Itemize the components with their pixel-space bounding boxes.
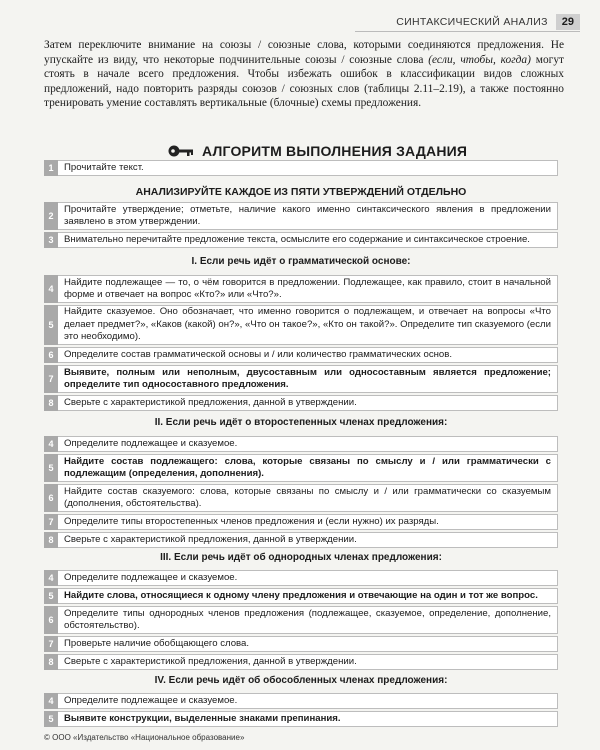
footer-copyright: © ООО «Издательство «Национальное образование» (44, 733, 245, 742)
step-number: 3 (44, 232, 58, 248)
step-text: Сверьте с характеристикой предложения, данной в утверждении. (58, 654, 558, 670)
step-number: 6 (44, 347, 58, 363)
section-heading: III. Если речь идёт об однородных членах предложения: (160, 552, 442, 563)
step-row (44, 160, 558, 176)
step-text: Прочитайте утверждение; отметьте, наличие какого именно синтаксического явления в предложении заявлено в этом утверждении. (58, 202, 558, 230)
step-text: Определите типы второстепенных членов предложения и (если нужно) их разряды. (58, 514, 558, 530)
section-heading: IV. Если речь идёт об обособленных членах предложения: (154, 675, 448, 686)
intro-text-2: могут стоять в начале всего предложения. Чтобы избежать ошибок в классификации видов сложных предложений, надо повторить разряды союзов / союзных слов (таблицы 2.11–2.19), а также постоянно тренировать умение составлять вертикальные (блочные) схемы предложения. (44, 53, 564, 110)
step-row (44, 484, 558, 512)
intro-paragraph (44, 38, 564, 111)
step-text: Прочитайте текст. (58, 160, 558, 176)
step-row (44, 532, 558, 548)
step-number: 8 (44, 532, 58, 548)
step-number: 8 (44, 395, 58, 411)
step-row (44, 232, 558, 248)
step-row (44, 693, 558, 709)
step-row (44, 365, 558, 393)
step-text: Внимательно перечитайте предложение текста, осмыслите его содержание и синтаксическое строение. (58, 232, 558, 248)
page-number: 29 (556, 14, 580, 30)
step-row (44, 305, 558, 345)
step-number: 4 (44, 570, 58, 586)
step-text: Определите подлежащее и сказуемое. (58, 570, 558, 586)
step-row (44, 347, 558, 363)
step-row (44, 202, 558, 230)
step-text: Выявите конструкции, выделенные знаками препинания. (58, 711, 558, 727)
step-text: Найдите слова, относящиеся к одному члену предложения и отвечающие на один и тот же вопрос. (58, 588, 558, 604)
key-icon (168, 143, 194, 159)
step-text: Определите типы однородных членов предложения (подлежащее, сказуемое, определение, дополнение, обстоятельство). (58, 606, 558, 634)
algorithm-heading (168, 143, 467, 159)
step-text: Определите подлежащее и сказуемое. (58, 693, 558, 709)
step-text: Определите подлежащее и сказуемое. (58, 436, 558, 452)
algorithm-title: АЛГОРИТМ ВЫПОЛНЕНИЯ ЗАДАНИЯ (202, 143, 468, 159)
step-row (44, 454, 558, 482)
step-number: 5 (44, 454, 58, 482)
step-row (44, 606, 558, 634)
page-header (396, 14, 580, 30)
step-row (44, 636, 558, 652)
step-row (44, 711, 558, 727)
header-divider (355, 31, 580, 32)
step-text: Сверьте с характеристикой предложения, данной в утверждении. (58, 532, 558, 548)
step-number: 5 (44, 711, 58, 727)
section-heading: II. Если речь идёт о второстепенных членах предложения: (154, 417, 448, 428)
step-text: Определите состав грамматической основы и / или количество грамматических основ. (58, 347, 558, 363)
step-text: Выявите, полным или неполным, двусоставным или односоставным является предложение; определите тип односоставного предложения. (58, 365, 558, 393)
step-row (44, 570, 558, 586)
step-row (44, 514, 558, 530)
step-number: 5 (44, 588, 58, 604)
step-number: 6 (44, 606, 58, 634)
step-number: 7 (44, 365, 58, 393)
step-number: 4 (44, 693, 58, 709)
step-row (44, 654, 558, 670)
step-row (44, 436, 558, 452)
step-row (44, 588, 558, 604)
step-number: 8 (44, 654, 58, 670)
step-number: 4 (44, 436, 58, 452)
step-number: 6 (44, 484, 58, 512)
intro-text-1: Затем переключите внимание на союзы / союзные слова, которыми соединяются предложения. Не упускайте из виду, что некоторые подчинительные союзы / союзные слова (44, 39, 564, 66)
step-number: 1 (44, 160, 58, 176)
step-text: Проверьте наличие обобщающего слова. (58, 636, 558, 652)
section-title: СИНТАКСИЧЕСКИЙ АНАЛИЗ (396, 16, 548, 28)
step-row (44, 275, 558, 303)
step-text: Найдите подлежащее — то, о чём говорится в предложении. Подлежащее, как правило, стоит в начальной форме и отвечает на вопрос «Кто?» или «Что?». (58, 275, 558, 303)
step-text: Сверьте с характеристикой предложения, данной в утверждении. (58, 395, 558, 411)
step-row (44, 395, 558, 411)
intro-examples: (если, чтобы, когда) (428, 53, 531, 66)
step-text: Найдите сказуемое. Оно обозначает, что именно говорится о подлежащем, и отвечает на вопросы «Что делает предмет?», «Каков (какой) он?», «Что он такое?», «Кто он такой?». Определите тип сказуемого (если это необходимо). (58, 305, 558, 345)
step-number: 5 (44, 305, 58, 345)
step-number: 7 (44, 514, 58, 530)
step-number: 4 (44, 275, 58, 303)
step-text: Найдите состав сказуемого: слова, которые связаны по смыслу и / или грамматически со сказуемым (дополнения, обстоятельства). (58, 484, 558, 512)
step-number: 2 (44, 202, 58, 230)
step-text: Найдите состав подлежащего: слова, которые связаны по смыслу и / или грамматически с подлежащим (определения, дополнения). (58, 454, 558, 482)
section-heading: I. Если речь идёт о грамматической основе: (191, 256, 411, 267)
step-number: 7 (44, 636, 58, 652)
analyze-heading: АНАЛИЗИРУЙТЕ КАЖДОЕ ИЗ ПЯТИ УТВЕРЖДЕНИЙ ОТДЕЛЬНО (135, 186, 467, 198)
